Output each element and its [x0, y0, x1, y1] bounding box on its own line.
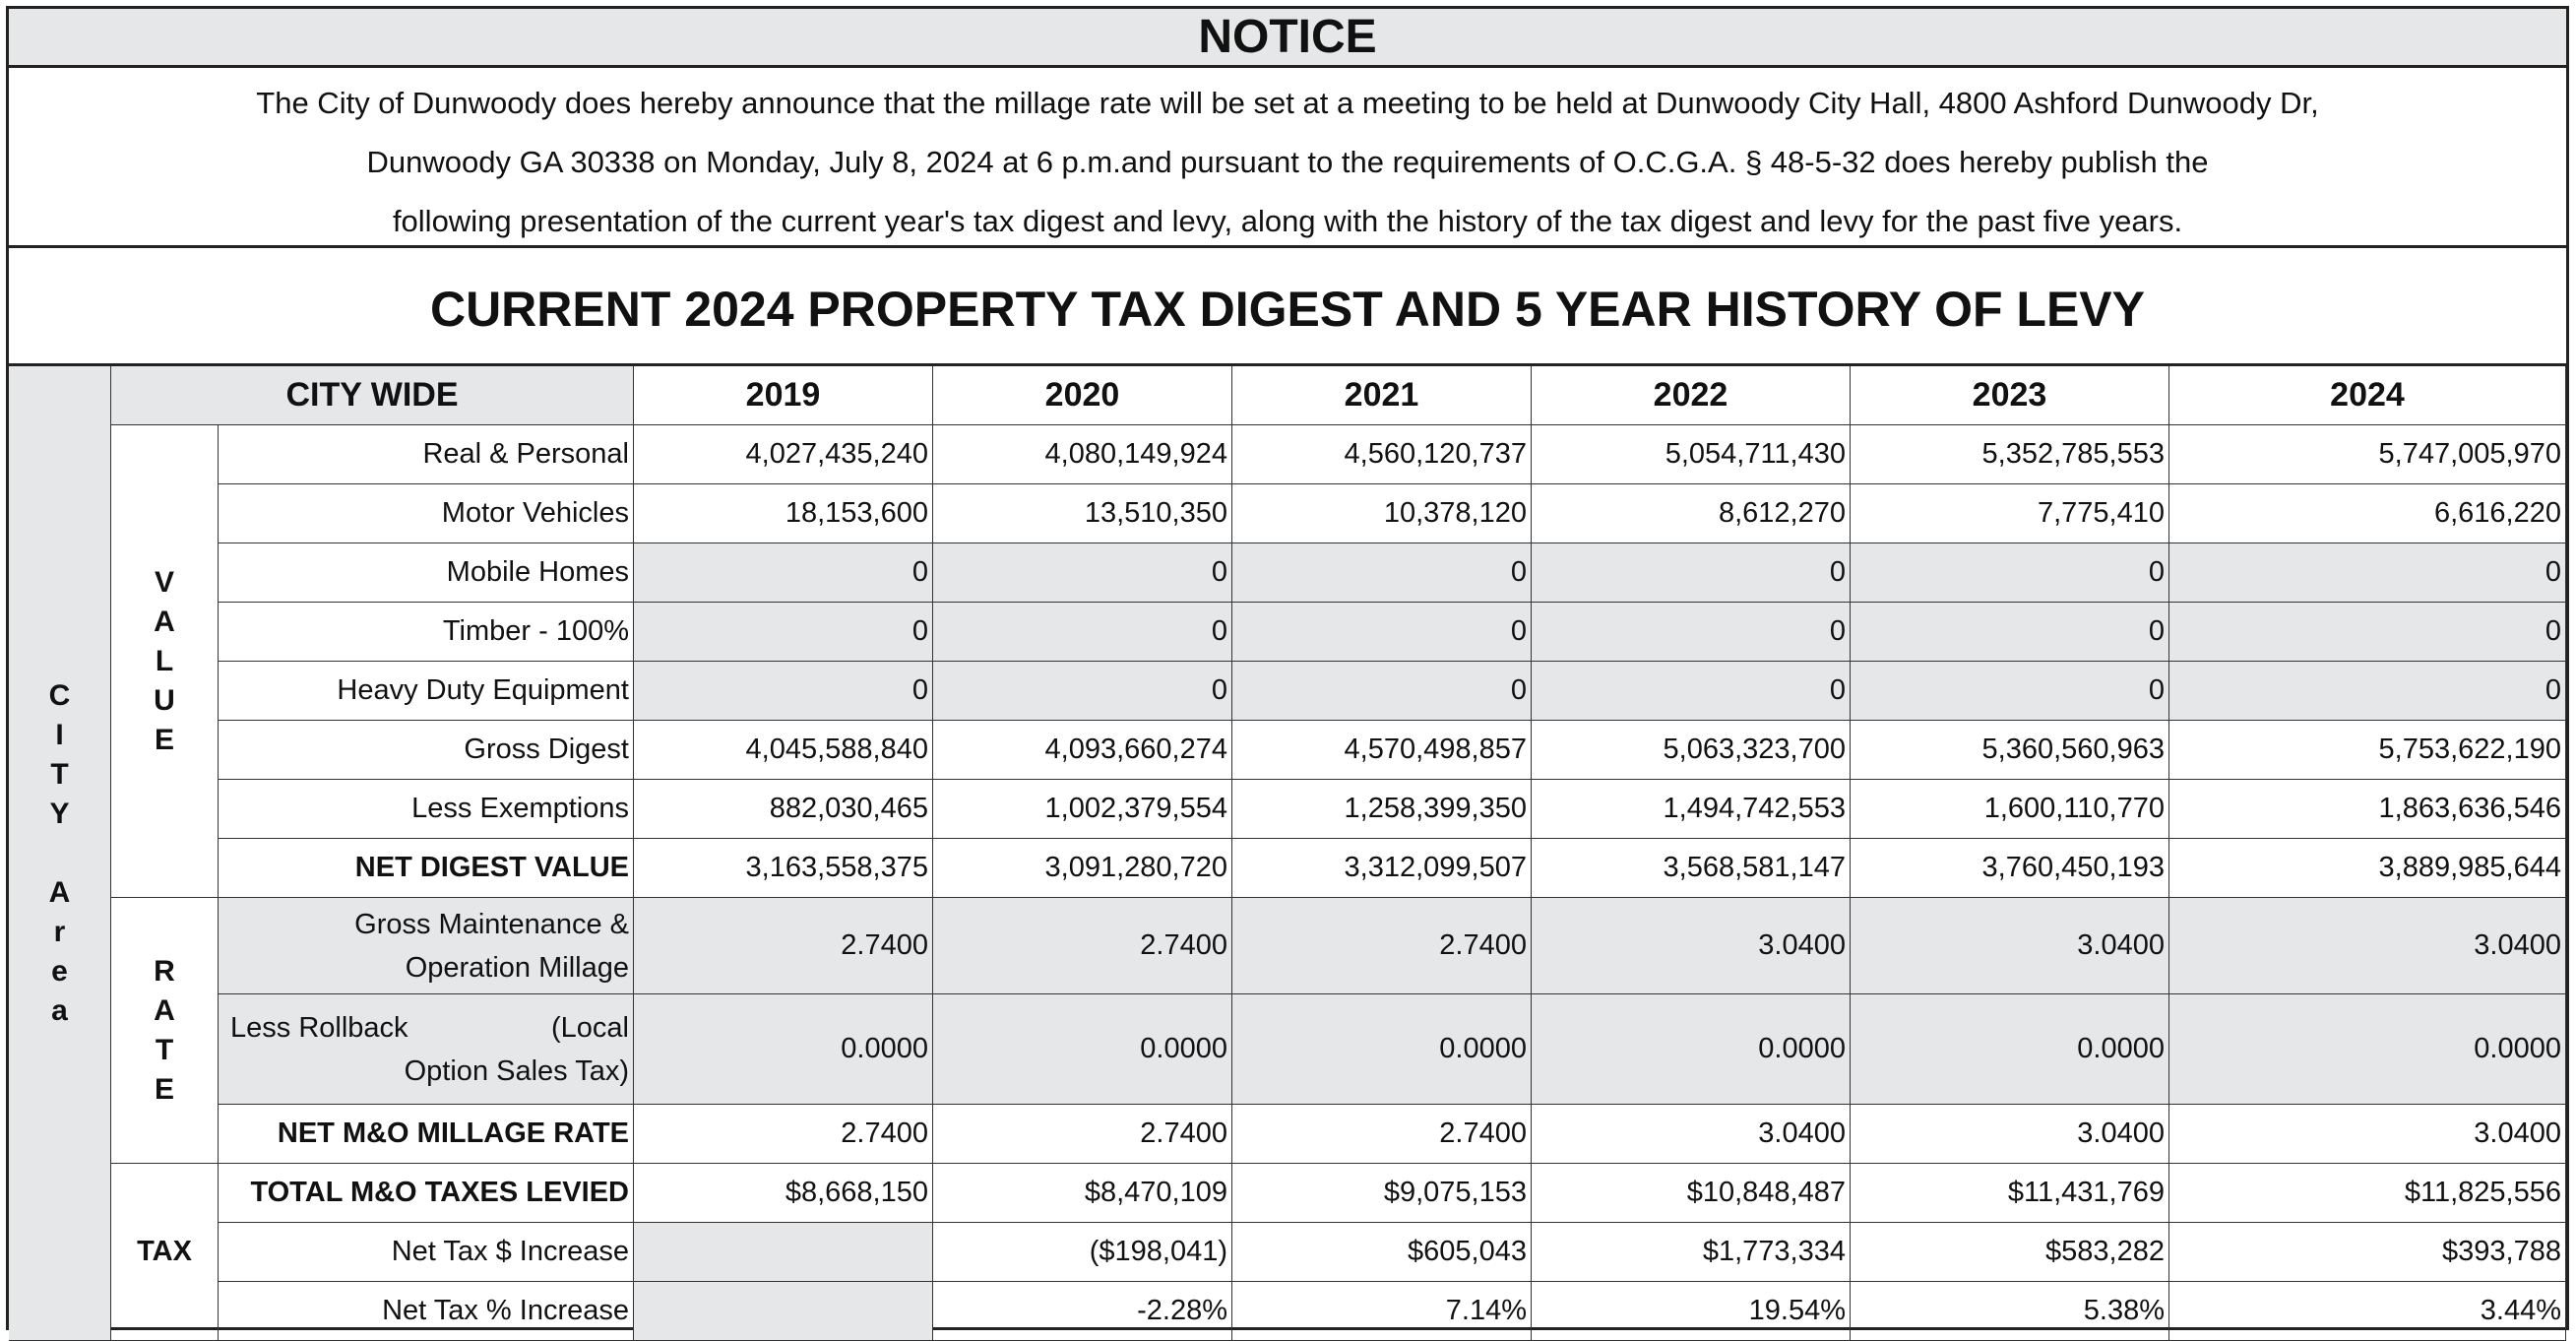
value-row-label: Mobile Homes — [219, 543, 634, 603]
tax-row-label: Net Tax $ Increase — [219, 1223, 634, 1282]
value-cell: 6,616,220 — [2169, 484, 2566, 543]
value-cell: 5,352,785,553 — [1851, 425, 2169, 484]
rate-cell: 3.0400 — [1851, 898, 2169, 994]
tax-cell: $11,431,769 — [1851, 1164, 2169, 1223]
rate-cell: 2.7400 — [634, 1105, 933, 1164]
value-cell: 1,258,399,350 — [1232, 780, 1532, 839]
rate-section-label: R A T E — [111, 898, 219, 1164]
value-row-label: Less Exemptions — [219, 780, 634, 839]
rate-row-label — [219, 898, 634, 994]
value-row-label: Motor Vehicles — [219, 484, 634, 543]
value-cell: 0 — [1851, 543, 2169, 603]
rate-label-line: Gross Maintenance & — [354, 908, 629, 940]
rate-cell: 0.0000 — [1532, 994, 1851, 1105]
rate-label-part: (Local — [551, 1011, 629, 1044]
year-header-2019: 2019 — [634, 366, 933, 425]
value-cell: 10,378,120 — [1232, 484, 1532, 543]
tax-cell — [634, 1282, 933, 1341]
notice-title: NOTICE — [9, 9, 2566, 68]
value-cell: 7,775,410 — [1851, 484, 2169, 543]
rate-cell: 0.0000 — [634, 994, 933, 1105]
value-cell: 5,747,005,970 — [2169, 425, 2566, 484]
tax-cell: 5.38% — [1851, 1282, 2169, 1341]
rate-row-label: NET M&O MILLAGE RATE — [219, 1105, 634, 1164]
value-row-label: Timber - 100% — [219, 603, 634, 662]
tax-cell: $8,668,150 — [634, 1164, 933, 1223]
rate-label-part: Less Rollback — [230, 1011, 408, 1044]
year-header-2020: 2020 — [933, 366, 1232, 425]
value-cell: 1,002,379,554 — [933, 780, 1232, 839]
notice-body — [9, 68, 2566, 245]
notice-line-2: Dunwoody GA 30338 on Monday, July 8, 2024 at 6 p.m.and pursuant to the requirements of O.C.G.A. § 48-5-32 does hereby publish the — [366, 145, 2209, 179]
value-cell: 0 — [634, 662, 933, 721]
year-header-2021: 2021 — [1232, 366, 1532, 425]
value-cell: 0 — [1851, 662, 2169, 721]
tax-cell: $1,773,334 — [1532, 1223, 1851, 1282]
city-area-label: C I T Y A r e a — [9, 366, 111, 1341]
value-cell: 3,163,558,375 — [634, 839, 933, 898]
tax-cell: 7.14% — [1232, 1282, 1532, 1341]
value-cell: 13,510,350 — [933, 484, 1232, 543]
value-cell: 0 — [1232, 603, 1532, 662]
notice-line-1: The City of Dunwoody does hereby announce that the millage rate will be set at a meeting to be held at Dunwoody City Hall, 4800 Ashford Dunwoody Dr, — [256, 86, 2319, 120]
tax-row-label: TOTAL M&O TAXES LEVIED — [219, 1164, 634, 1223]
rate-cell: 0.0000 — [1232, 994, 1532, 1105]
rate-cell: 3.0400 — [2169, 898, 2566, 994]
rate-cell: 0.0000 — [1851, 994, 2169, 1105]
value-row-label: Gross Digest — [219, 721, 634, 780]
value-cell: 1,494,742,553 — [1532, 780, 1851, 839]
value-row-label: Heavy Duty Equipment — [219, 662, 634, 721]
tax-row-label: Net Tax % Increase — [219, 1282, 634, 1341]
value-cell: 4,080,149,924 — [933, 425, 1232, 484]
value-cell: 0 — [933, 662, 1232, 721]
value-cell: 8,612,270 — [1532, 484, 1851, 543]
year-header-2022: 2022 — [1532, 366, 1851, 425]
value-cell: 0 — [1532, 543, 1851, 603]
value-section-label: V A L U E — [111, 425, 219, 898]
value-cell: 3,760,450,193 — [1851, 839, 2169, 898]
value-row-label: Real & Personal — [219, 425, 634, 484]
tax-cell — [634, 1223, 933, 1282]
notice-line-3: following presentation of the current year's tax digest and levy, along with the history of the tax digest and levy for the past five years. — [392, 204, 2183, 238]
year-header-2024: 2024 — [2169, 366, 2566, 425]
tax-cell: $393,788 — [2169, 1223, 2566, 1282]
rate-cell: 2.7400 — [933, 898, 1232, 994]
value-cell: 0 — [634, 543, 933, 603]
value-cell: 0 — [1232, 543, 1532, 603]
value-row-label: NET DIGEST VALUE — [219, 839, 634, 898]
value-cell: 0 — [634, 603, 933, 662]
tax-section-label: TAX — [111, 1164, 219, 1341]
value-cell: 3,312,099,507 — [1232, 839, 1532, 898]
value-cell: 4,570,498,857 — [1232, 721, 1532, 780]
rate-row-label — [219, 994, 634, 1105]
value-cell: 0 — [933, 543, 1232, 603]
value-cell: 3,091,280,720 — [933, 839, 1232, 898]
notice-document — [6, 6, 2569, 1330]
value-cell: 1,863,636,546 — [2169, 780, 2566, 839]
rate-cell: 2.7400 — [933, 1105, 1232, 1164]
tax-cell: $10,848,487 — [1532, 1164, 1851, 1223]
rate-cell: 3.0400 — [1532, 1105, 1851, 1164]
city-wide-header: CITY WIDE — [111, 366, 634, 425]
value-cell: 0 — [1851, 603, 2169, 662]
value-cell: 4,045,588,840 — [634, 721, 933, 780]
rate-cell: 3.0400 — [2169, 1105, 2566, 1164]
value-cell: 5,054,711,430 — [1532, 425, 1851, 484]
tax-cell: -2.28% — [933, 1282, 1232, 1341]
value-cell: 0 — [933, 603, 1232, 662]
rate-cell: 0.0000 — [2169, 994, 2566, 1105]
rate-cell: 2.7400 — [1232, 898, 1532, 994]
value-cell: 0 — [1232, 662, 1532, 721]
value-cell: 4,027,435,240 — [634, 425, 933, 484]
value-cell: 0 — [2169, 603, 2566, 662]
rate-cell: 3.0400 — [1532, 898, 1851, 994]
tax-cell: $8,470,109 — [933, 1164, 1232, 1223]
tax-cell: $605,043 — [1232, 1223, 1532, 1282]
tax-cell: $11,825,556 — [2169, 1164, 2566, 1223]
tax-cell: $583,282 — [1851, 1223, 2169, 1282]
value-cell: 0 — [1532, 603, 1851, 662]
value-cell: 882,030,465 — [634, 780, 933, 839]
value-cell: 5,360,560,963 — [1851, 721, 2169, 780]
value-cell: 3,568,581,147 — [1532, 839, 1851, 898]
year-header-2023: 2023 — [1851, 366, 2169, 425]
rate-cell: 2.7400 — [1232, 1105, 1532, 1164]
tax-cell: 19.54% — [1532, 1282, 1851, 1341]
rate-label-line: Option Sales Tax) — [404, 1054, 629, 1087]
rate-label-line — [230, 1006, 629, 1050]
value-cell: 5,063,323,700 — [1532, 721, 1851, 780]
tax-cell: 3.44% — [2169, 1282, 2566, 1341]
tax-cell: ($198,041) — [933, 1223, 1232, 1282]
value-cell: 1,600,110,770 — [1851, 780, 2169, 839]
rate-cell: 0.0000 — [933, 994, 1232, 1105]
value-cell: 0 — [2169, 543, 2566, 603]
rate-label-line: Operation Millage — [405, 951, 629, 984]
value-cell: 3,889,985,644 — [2169, 839, 2566, 898]
rate-cell: 2.7400 — [634, 898, 933, 994]
value-cell: 0 — [2169, 662, 2566, 721]
rate-cell: 3.0400 — [1851, 1105, 2169, 1164]
value-cell: 4,560,120,737 — [1232, 425, 1532, 484]
value-cell: 18,153,600 — [634, 484, 933, 543]
value-cell: 0 — [1532, 662, 1851, 721]
table-title: CURRENT 2024 PROPERTY TAX DIGEST AND 5 YEAR HISTORY OF LEVY — [9, 245, 2566, 366]
tax-cell: $9,075,153 — [1232, 1164, 1532, 1223]
value-cell: 4,093,660,274 — [933, 721, 1232, 780]
value-cell: 5,753,622,190 — [2169, 721, 2566, 780]
